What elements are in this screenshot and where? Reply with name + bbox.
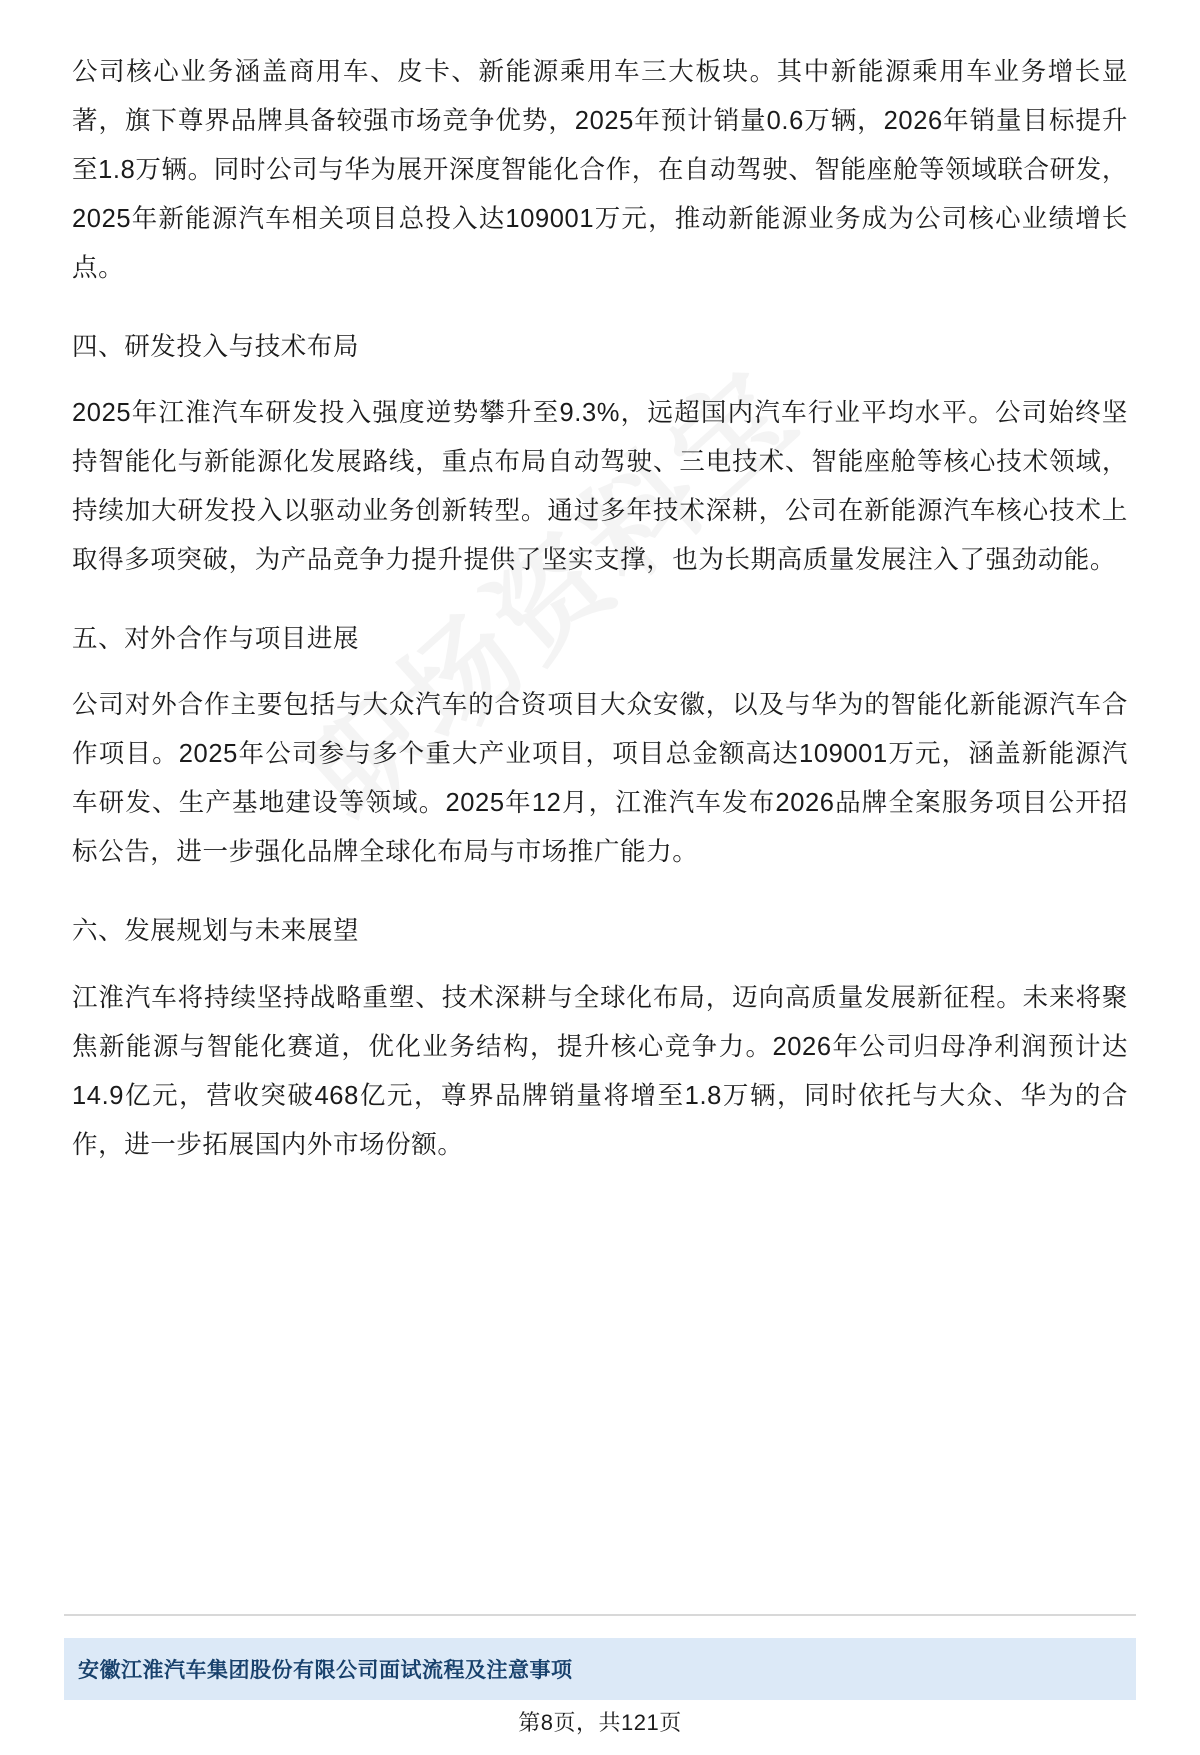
paragraph-1: 公司核心业务涵盖商用车、皮卡、新能源乘用车三大板块。其中新能源乘用车业务增长显著，旗下尊界品牌具备较强市场竞争优势，2025年预计销量0.6万辆，2026年销量目标提升至1.8万辆。同时公司与华为展开深度智能化合作，在自动驾驶、智能座舱等领域联合研发，2025年新能源汽车相关项目总投入达109001万元，推动新能源业务成为公司核心业绩增长点。: [72, 58, 1128, 282]
section-heading-4: 四、研发投入与技术布局: [72, 332, 360, 361]
section-heading-6: 六、发展规划与未来展望: [72, 917, 360, 946]
paragraph-4: 江淮汽车将持续坚持战略重塑、技术深耕与全球化布局，迈向高质量发展新征程。未来将聚焦新能源与智能化赛道，优化业务结构，提升核心竞争力。2026年公司归母净利润预计达14.9亿元，营收突破468亿元，尊界品牌销量将增至1.8万辆，同时依托与大众、华为的合作，进一步拓展国内外市场份额。: [72, 983, 1128, 1159]
footer-divider: [64, 1614, 1136, 1616]
page-number: 第8页，共121页: [518, 1710, 682, 1735]
document-content: [72, 48, 1128, 1170]
paragraph-2: 2025年江淮汽车研发投入强度逆势攀升至9.3%，远超国内汽车行业平均水平。公司始终坚持智能化与新能源化发展路线，重点布局自动驾驶、三电技术、智能座舱等核心技术领域，持续加大研发投入以驱动业务创新转型。通过多年技术深耕，公司在新能源汽车核心技术上取得多项突破，为产品竞争力提升提供了坚实支撑，也为长期高质量发展注入了强劲动能。: [72, 399, 1128, 575]
footer-title: 安徽江淮汽车集团股份有限公司面试流程及注意事项: [78, 1659, 573, 1682]
section-heading-5: 五、对外合作与项目进展: [72, 625, 360, 654]
page-footer: [0, 1614, 1200, 1755]
paragraph-3: 公司对外合作主要包括与大众汽车的合资项目大众安徽，以及与华为的智能化新能源汽车合作项目。2025年公司参与多个重大产业项目，项目总金额高达109001万元，涵盖新能源汽车研发、生产基地建设等领域。2025年12月，江淮汽车发布2026品牌全案服务项目公开招标公告，进一步强化品牌全球化布局与市场推广能力。: [72, 691, 1128, 867]
footer-title-band: [64, 1638, 1136, 1700]
